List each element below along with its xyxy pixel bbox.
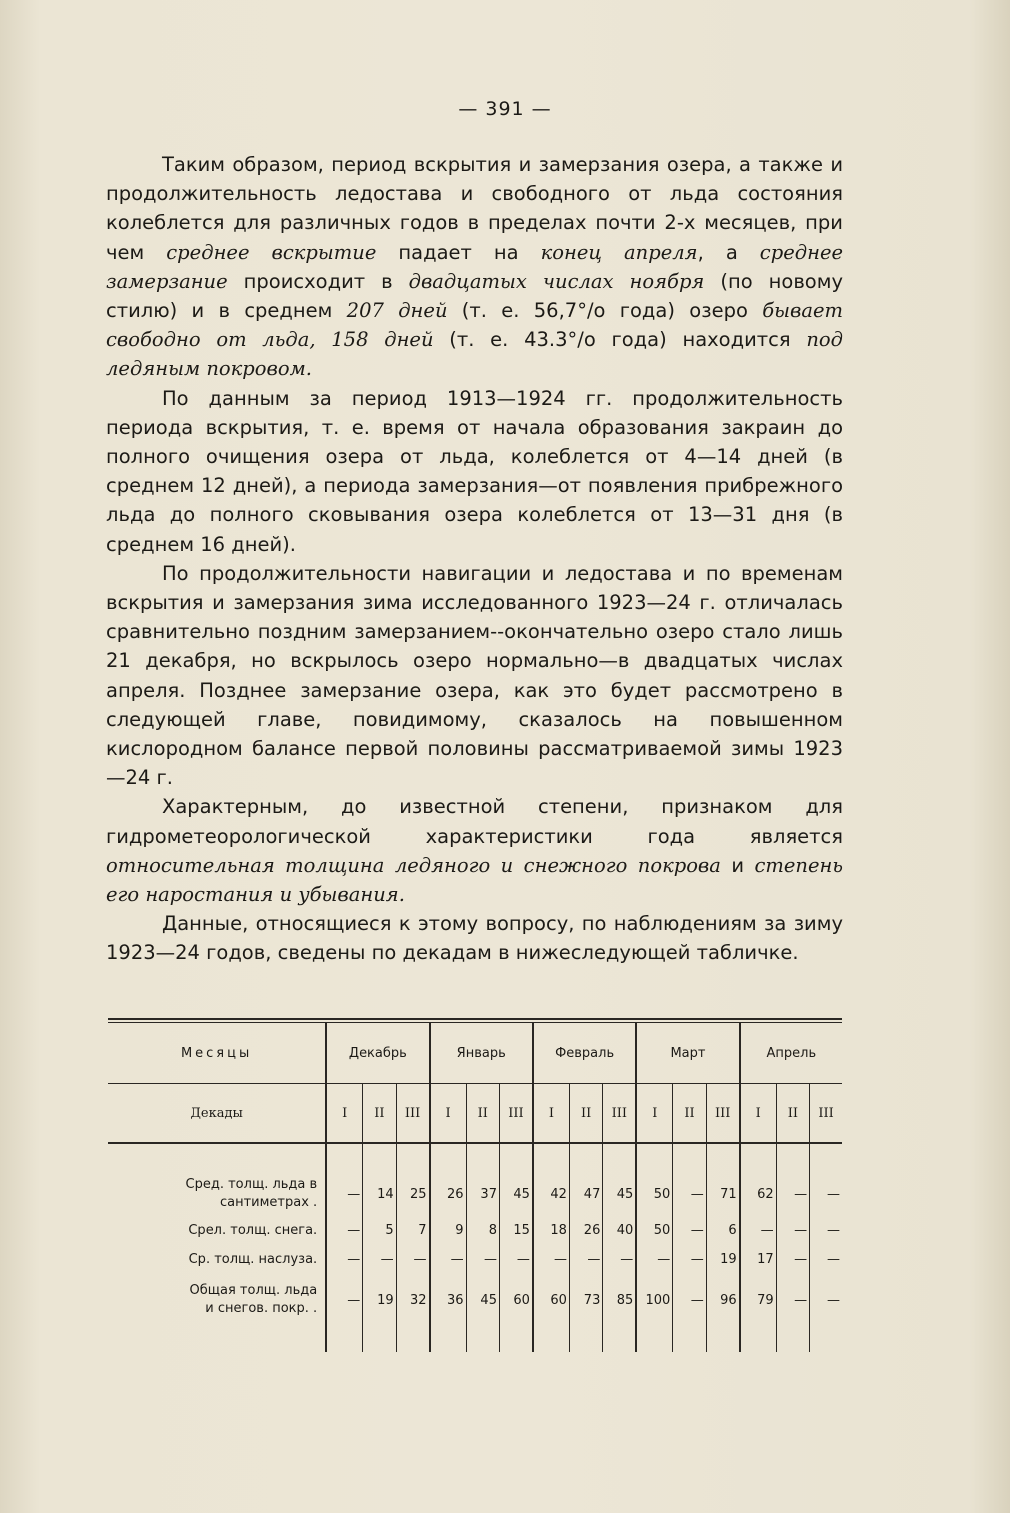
emphasized-text: относительная толщина ледяного и снежного покрова [106, 853, 721, 877]
table-spacer-cell [533, 1143, 570, 1172]
table-cell: — [396, 1245, 429, 1274]
row-label-line: Общая толщ. льда [189, 1283, 318, 1298]
table-cell: 14 [363, 1172, 396, 1216]
table-spacer-cell [706, 1326, 739, 1352]
table-cell: — [326, 1172, 363, 1216]
table-spacer-cell [499, 1143, 532, 1172]
decade-header: III [810, 1084, 842, 1144]
table-cell: — [740, 1216, 777, 1245]
month-header: Декабрь [326, 1023, 429, 1084]
table-cell: — [636, 1245, 673, 1274]
table-spacer-cell [673, 1326, 706, 1352]
paragraph-text: (по новому стилю) и в среднем [106, 269, 843, 323]
table-cell: — [810, 1274, 842, 1326]
table-cell: 45 [603, 1172, 636, 1216]
table-spacer-cell [673, 1143, 706, 1172]
decades-header-row [108, 1084, 842, 1144]
table-spacer-cell [499, 1326, 532, 1352]
table-cell: — [326, 1245, 363, 1274]
decade-header: II [569, 1084, 602, 1144]
table-cell: — [776, 1245, 809, 1274]
table-spacer-row [108, 1326, 842, 1352]
table-cell: 7 [396, 1216, 429, 1245]
month-header: Январь [430, 1023, 533, 1084]
decade-header: I [430, 1084, 467, 1144]
table-cell: 73 [569, 1274, 602, 1326]
decade-header: III [499, 1084, 532, 1144]
paragraph-text: , а [697, 240, 760, 264]
row-label-line: Срел. толщ. снега. [188, 1222, 318, 1238]
row-label-line: и снегов. покр. . [205, 1301, 318, 1316]
emphasized-text: среднее вскрытие [166, 240, 377, 264]
row-label-line: сантиметрах . [219, 1195, 318, 1210]
decade-header: III [706, 1084, 739, 1144]
emphasized-text: конец апреля [540, 240, 698, 264]
table-cell: 36 [430, 1274, 467, 1326]
table-spacer-cell [569, 1326, 602, 1352]
data-table [108, 1023, 842, 1352]
paragraph-text: Данные, относящиеся к этому вопросу, по наблюдениям за зиму 1923—24 годов, сведены по декадам в нижеследующей табличке. [106, 912, 843, 965]
emphasized-text: двадцатых числах ноября [408, 269, 705, 293]
month-header: Март [636, 1023, 739, 1084]
table-spacer-cell [636, 1143, 673, 1172]
table-spacer-cell [396, 1326, 429, 1352]
table-spacer-cell [810, 1326, 842, 1352]
table-spacer-cell [776, 1326, 809, 1352]
table-spacer-cell [636, 1326, 673, 1352]
months-header-row [108, 1023, 842, 1084]
table-spacer-cell [430, 1143, 467, 1172]
table-cell: 26 [569, 1216, 602, 1245]
table-cell: 100 [636, 1274, 673, 1326]
body-text [106, 150, 843, 968]
decade-header: I [740, 1084, 777, 1144]
table-row [108, 1274, 842, 1326]
table-cell: 45 [466, 1274, 499, 1326]
table-spacer-cell [430, 1326, 467, 1352]
emphasized-text: степень его наростания и убывания. [106, 853, 843, 907]
table-cell: — [430, 1245, 467, 1274]
table-cell: — [499, 1245, 532, 1274]
month-header: Февраль [533, 1023, 636, 1084]
decades-header-label: Декады [108, 1084, 326, 1144]
decade-header: III [396, 1084, 429, 1144]
table-cell: — [776, 1172, 809, 1216]
table-cell: 79 [740, 1274, 777, 1326]
table-spacer-cell [603, 1326, 636, 1352]
emphasized-text: среднее замерзание [106, 240, 844, 293]
paragraph-text: и [720, 853, 755, 877]
table-cell: — [776, 1274, 809, 1326]
months-header-label: Месяцы [108, 1023, 326, 1084]
table-cell: 9 [430, 1216, 467, 1245]
row-label [108, 1172, 326, 1216]
table-spacer-row [108, 1143, 842, 1172]
table-cell: 17 [740, 1245, 777, 1274]
decade-header: II [466, 1084, 499, 1144]
paragraph-text: падает на [376, 240, 541, 264]
paragraph [106, 384, 843, 559]
paragraph-text: По данным за период 1913—1924 гг. продолжительность периода вскрытия, т. е. время от начала образования закраин до полного очищения озера от льда, колеблется от 4—14 дней (в среднем 12 дней), а периода замерзания—от появления прибрежного льда до полного сковывания озера колеблется от 13—31 дня (в среднем 16 дней). [106, 386, 843, 556]
table-row [108, 1216, 842, 1245]
table-cell: — [810, 1216, 842, 1245]
table-cell: 50 [636, 1172, 673, 1216]
table-spacer-cell [108, 1326, 326, 1352]
table-cell: — [603, 1245, 636, 1274]
table-spacer-cell [363, 1326, 396, 1352]
table-cell: — [810, 1172, 842, 1216]
decade-header: I [636, 1084, 673, 1144]
table-spacer-cell [466, 1326, 499, 1352]
table-spacer-cell [776, 1143, 809, 1172]
table-spacer-cell [706, 1143, 739, 1172]
emphasized-text: 207 дней [346, 299, 448, 323]
table-spacer-cell [396, 1143, 429, 1172]
table-spacer-cell [363, 1143, 396, 1172]
table-spacer-cell [603, 1143, 636, 1172]
table-cell: 40 [603, 1216, 636, 1245]
decade-header: II [673, 1084, 706, 1144]
table-cell: 18 [533, 1216, 570, 1245]
paragraph-text: происходит в [227, 269, 409, 293]
paragraph-text: Характерным, до известной степени, признаком для гидрометеорологической характеристики года является [106, 795, 843, 848]
table-row [108, 1245, 842, 1274]
table-spacer-cell [810, 1143, 842, 1172]
table-cell: — [776, 1216, 809, 1245]
table-spacer-cell [466, 1143, 499, 1172]
table-row [108, 1172, 842, 1216]
table-cell: 71 [706, 1172, 739, 1216]
row-label-line: Сред. толщ. льда в [185, 1177, 318, 1192]
table-cell: — [466, 1245, 499, 1274]
table-top-rule [108, 1018, 842, 1020]
table-spacer-cell [533, 1326, 570, 1352]
table-cell: — [673, 1216, 706, 1245]
row-label [108, 1245, 326, 1274]
decade-header: I [326, 1084, 363, 1144]
table-cell: — [363, 1245, 396, 1274]
paragraph [106, 559, 843, 793]
table-cell: 85 [603, 1274, 636, 1326]
table-cell: 15 [499, 1216, 532, 1245]
table-cell: 8 [466, 1216, 499, 1245]
row-label-line: Ср. толщ. наслуза. [188, 1251, 318, 1267]
table-cell: — [569, 1245, 602, 1274]
table-cell: 37 [466, 1172, 499, 1216]
table-cell: 45 [499, 1172, 532, 1216]
table-cell: 5 [363, 1216, 396, 1245]
table-spacer-cell [740, 1143, 777, 1172]
table-cell: — [326, 1274, 363, 1326]
table-cell: 96 [706, 1274, 739, 1326]
decade-header: II [776, 1084, 809, 1144]
table-cell: 50 [636, 1216, 673, 1245]
paragraph-text: (т. е. 56,7°/o года) озеро [447, 299, 763, 323]
paragraph-text: По продолжительности навигации и ледостава и по временам вскрытия и замерзания зима исследованного 1923—24 г. отличалась сравнительно поздним замерзанием--окончательно озеро стало лишь 21 декабря, но вскрылось озеро нормально—в двадцатых числах апреля. Позднее замерзание озера, как это будет рассмотрено в следующей главе, повидимому, сказалось на повышенном кислородном балансе первой половины рассматриваемой зимы 1923—24 г. [106, 561, 843, 790]
table-cell: — [533, 1245, 570, 1274]
decade-header: II [363, 1084, 396, 1144]
table-cell: 19 [706, 1245, 739, 1274]
table-cell: 60 [499, 1274, 532, 1326]
table-cell: 25 [396, 1172, 429, 1216]
table-spacer-cell [108, 1143, 326, 1172]
row-label [108, 1216, 326, 1245]
emphasized-text: под ледяным покровом. [106, 328, 843, 381]
table-cell: 26 [430, 1172, 467, 1216]
paragraph-text: (т. е. 43.3°/o года) находится [433, 328, 807, 352]
table-cell: — [673, 1274, 706, 1326]
paragraph [106, 909, 843, 967]
row-label [108, 1274, 326, 1326]
page-number: — 391 — [458, 98, 552, 120]
ice-thickness-table [108, 1018, 842, 1352]
emphasized-text: бывает свободно от льда, 158 дней [106, 299, 843, 352]
table-cell: 42 [533, 1172, 570, 1216]
table-spacer-cell [569, 1143, 602, 1172]
table-cell: 62 [740, 1172, 777, 1216]
table-cell: — [673, 1172, 706, 1216]
table-spacer-cell [740, 1326, 777, 1352]
table-cell: 6 [706, 1216, 739, 1245]
decade-header: I [533, 1084, 570, 1144]
table-cell: 60 [533, 1274, 570, 1326]
table-cell: — [326, 1216, 363, 1245]
paragraph [106, 150, 843, 384]
table-cell: — [673, 1245, 706, 1274]
paragraph-text: Таким образом, период вскрытия и замерзания озера, а также и продолжительность ледостава и свободного от льда состояния колеблется для различных годов в пределах почти 2-х месяцев, при чем [106, 153, 843, 264]
table-spacer-cell [326, 1143, 363, 1172]
table-cell: 32 [396, 1274, 429, 1326]
table-cell: 47 [569, 1172, 602, 1216]
table-spacer-cell [326, 1326, 363, 1352]
table-cell: 19 [363, 1274, 396, 1326]
decade-header: III [603, 1084, 636, 1144]
table-cell: — [810, 1245, 842, 1274]
month-header: Апрель [740, 1023, 842, 1084]
paragraph [106, 792, 843, 909]
